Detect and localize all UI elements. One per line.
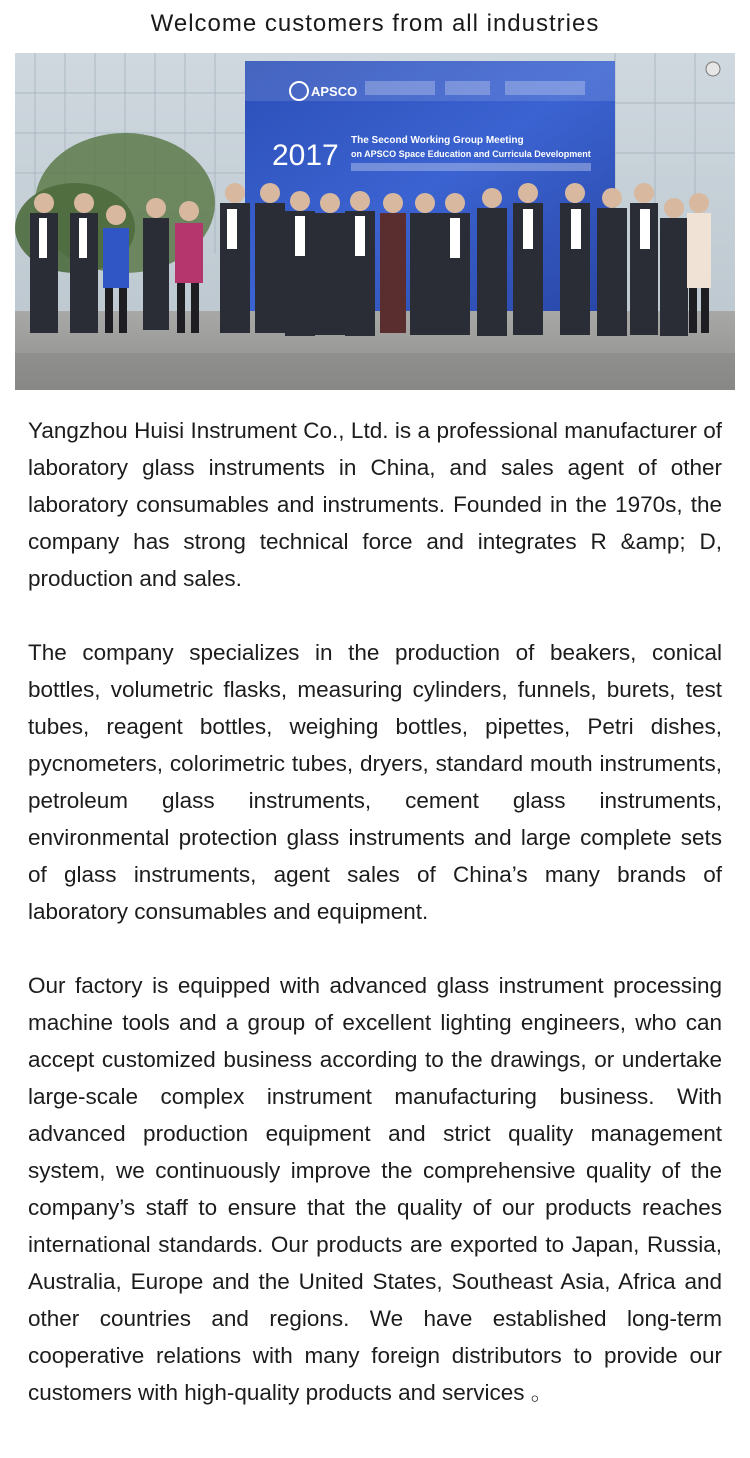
banner-logo-text: APSCO [311, 84, 358, 99]
group-photo [15, 53, 735, 390]
banner-headline-2: on APSCO Space Education and Curricula Development [351, 149, 591, 159]
camera-icon [706, 62, 720, 76]
paragraph-factory: Our factory is equipped with advanced glass instrument processing machine tools and a group of excellent lighting engineers, who can accept customized business according to the drawings, or undertake large-scale complex instrument manufacturing business. With advanced production equipment and strict quality management system, we continuously improve the comprehensive quality of the company’s staff to ensure that the quality of our products reaches international standards. Our products are exported to Japan, Russia, Australia, Europe and the United States, Southeast Asia, Africa and other countries and regions. We have established long-term cooperative relations with many foreign distributors to provide our customers with high-quality products and services 。 [28, 973, 722, 1405]
paragraph-intro: Yangzhou Huisi Instrument Co., Ltd. is a professional manufacturer of laboratory glass instruments in China, and sales agent of other laboratory consumables and instruments. Founded in the 1970s, the company has strong technical force and integrates R &amp; D, production and sales. [28, 418, 722, 591]
page-title: Welcome customers from all industries [150, 10, 600, 37]
company-description [28, 412, 722, 1411]
paragraph-products: The company specializes in the production of beakers, conical bottles, volumetric flasks, measuring cylinders, funnels, burets, test tubes, reagent bottles, weighing bottles, pipettes, Petri dishes, pycnometers, colorimetric tubes, dryers, standard mouth instruments, petroleum glass instruments, cement glass instruments, environmental protection glass instruments and large complete sets of glass instruments, agent sales of China’s many brands of laboratory consumables and equipment. [28, 640, 722, 924]
banner-headline-1: The Second Working Group Meeting [351, 135, 524, 146]
banner-year: 2017 [272, 139, 339, 172]
